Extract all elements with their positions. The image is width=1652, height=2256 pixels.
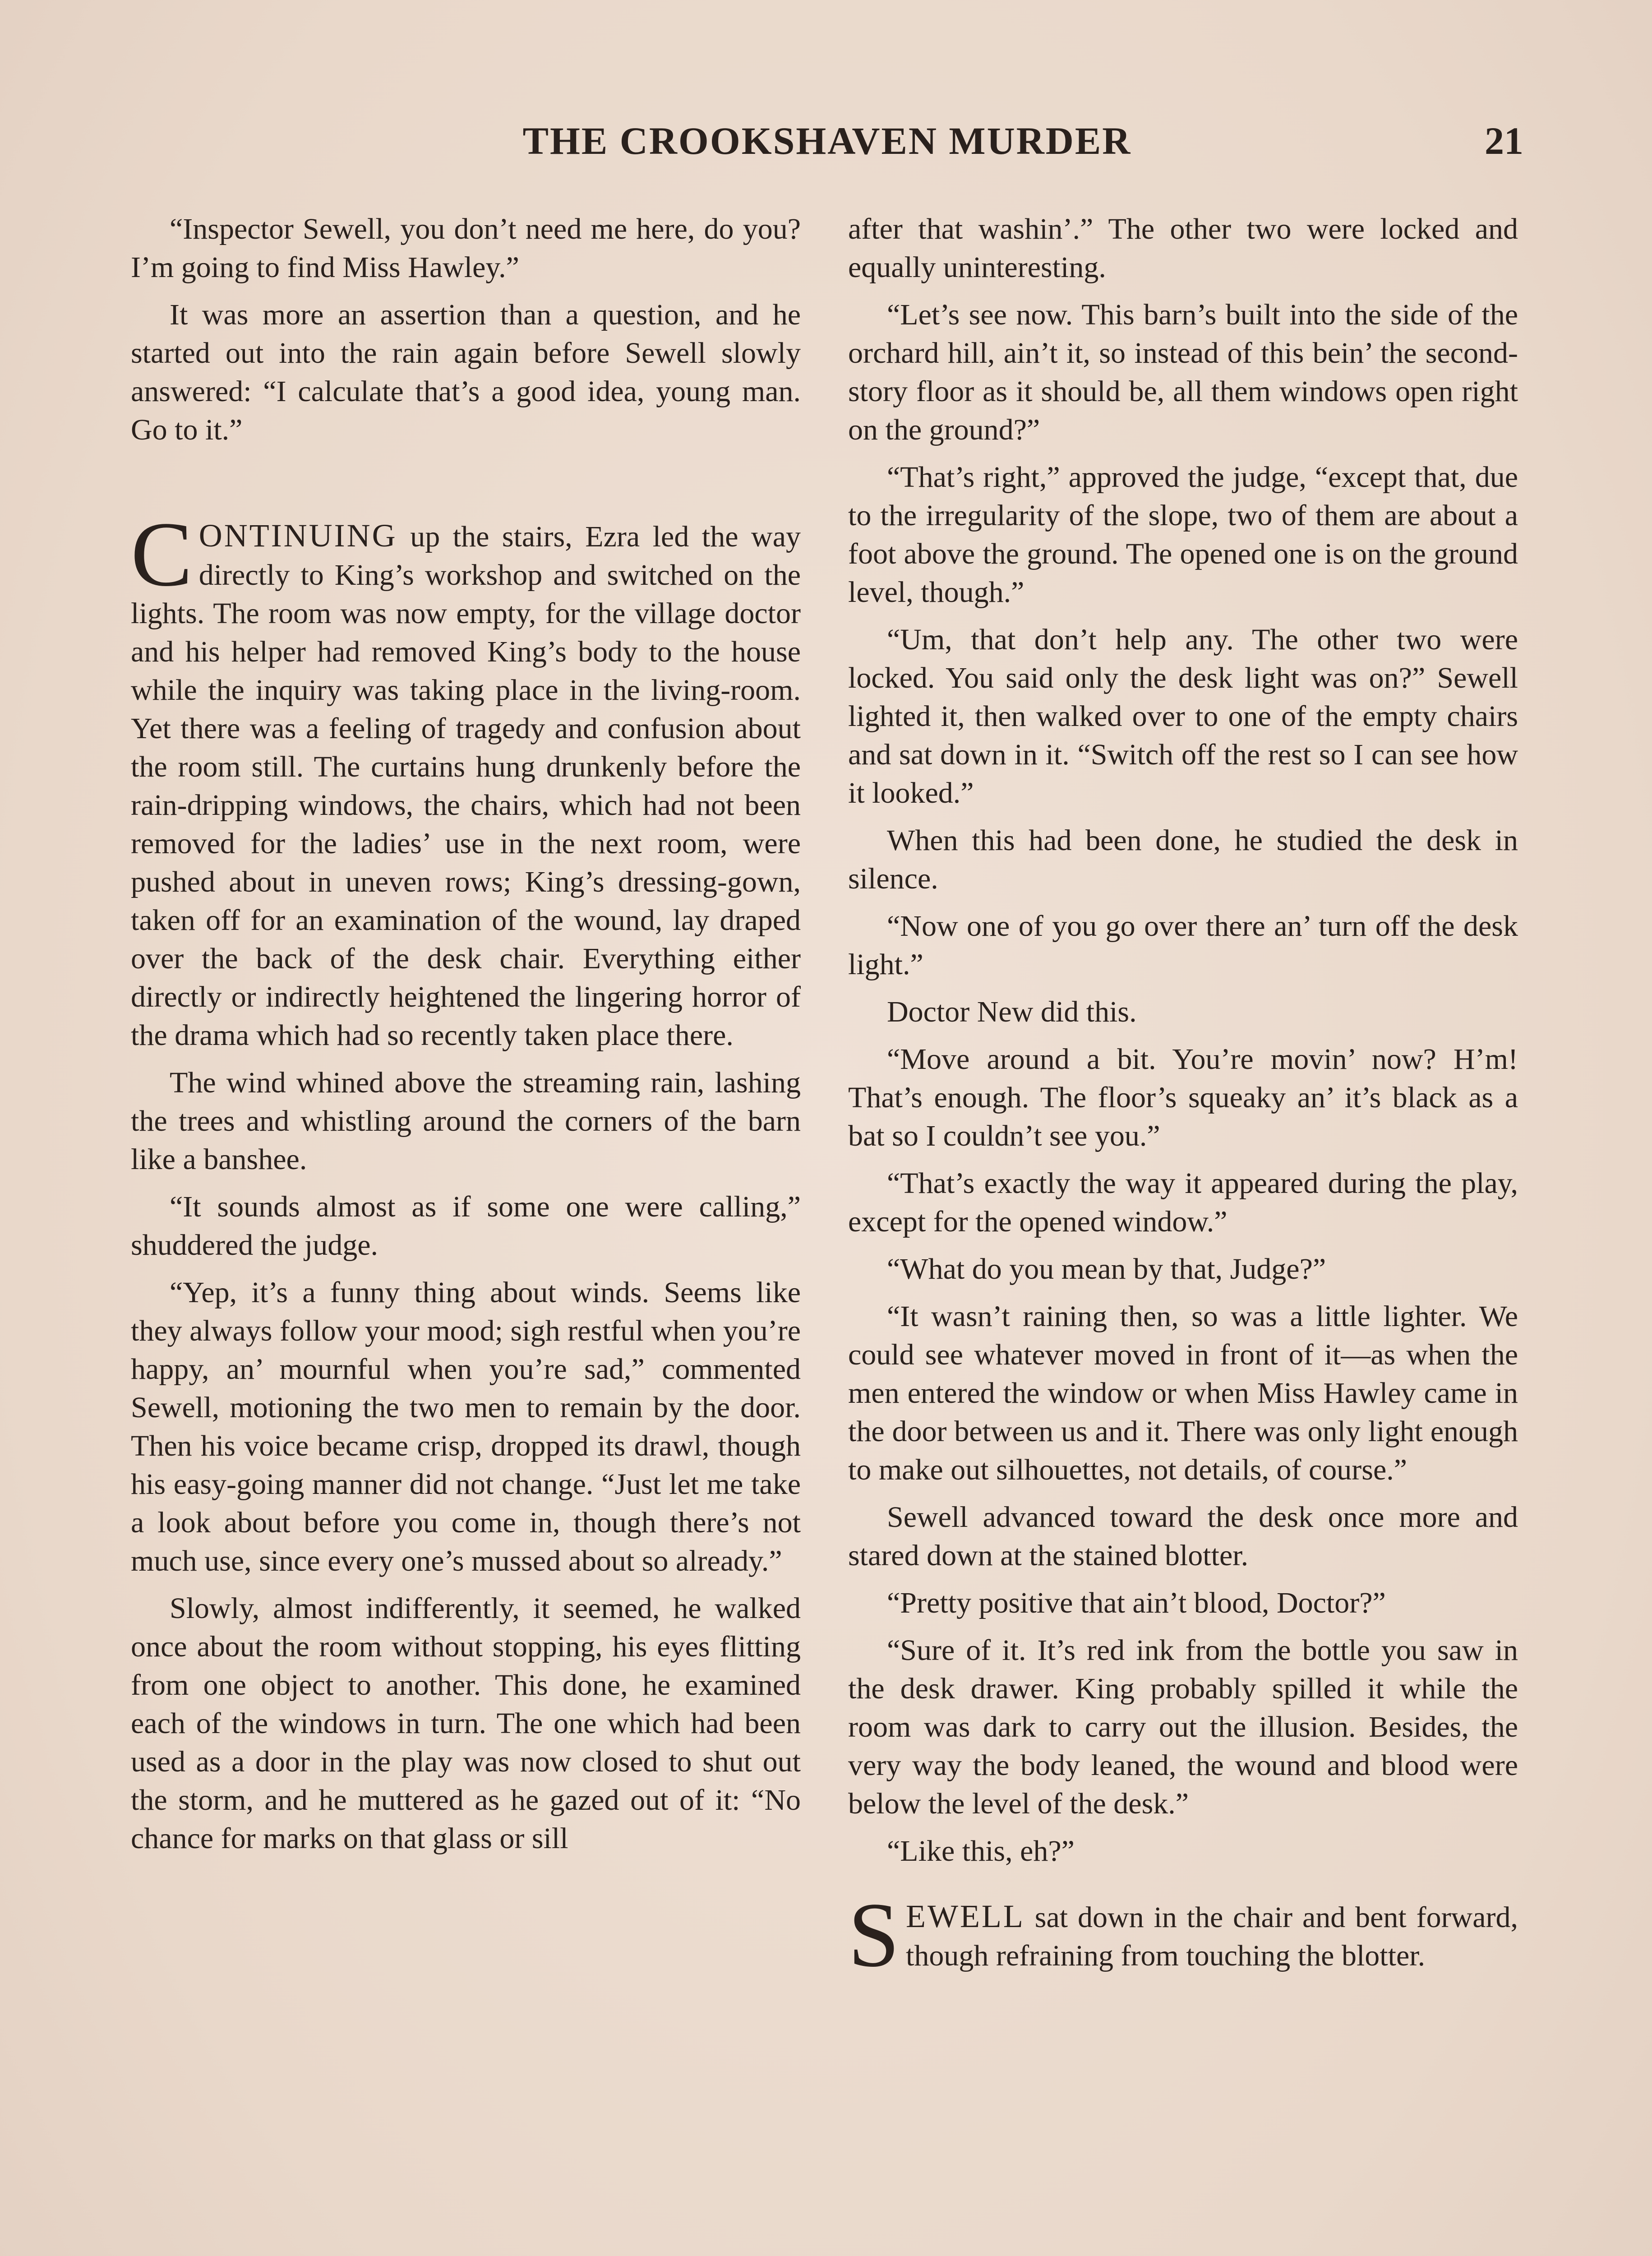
paragraph: “That’s exactly the way it appeared during the play, except for the opened window.” [848, 1167, 1518, 1238]
paragraph: “Yep, it’s a funny thing about winds. Seems like they always follow your mood; sigh restful when you’re happy, an’ mournful when you’re sad,” commented Sewell, motioning the two men to remain by the door. Then his voice became crisp, dropped its drawl, though his easy-going manner did not change. “Just let me take a look about before you come in, though there’s not much use, since every one’s mussed about so already.” [131, 1276, 801, 1577]
page-number: 21 [1485, 119, 1523, 162]
paragraph: “Inspector Sewell, you don’t need me here, do you? I’m going to find Miss Hawley.” [131, 213, 801, 284]
paragraph: “Move around a bit. You’re movin’ now? H’m! That’s enough. The floor’s squeaky an’ it’s black as a bat so I couldn’t see you.” [848, 1043, 1518, 1152]
right-column [848, 210, 1518, 1984]
paragraph: “Now one of you go over there an’ turn off the desk light.” [848, 910, 1518, 981]
paragraph: “Like this, eh?” [887, 1835, 1075, 1868]
paragraph: “It wasn’t raining then, so was a little lighter. We could see whatever moved in front of it—as when the men entered the window or when Miss Hawley came in the door between us and it. There was only light enough to make out silhouettes, not details, of course.” [848, 1300, 1518, 1486]
paragraph: “What do you mean by that, Judge?” [887, 1253, 1326, 1285]
running-head [131, 118, 1523, 168]
paragraph: Slowly, almost indifferently, it seemed, he walked once about the room without stopping, his eyes flitting from one object to another. This done, he examined each of the windows in turn. The one which had been used as a door in the play was now closed to shut out the storm, and he muttered as he gazed out of it: “No chance for marks on that glass or sill [131, 1592, 801, 1855]
small-caps-lead: EWELL [906, 1898, 1025, 1934]
paragraph: “It sounds almost as if some one were calling,” shuddered the judge. [131, 1190, 801, 1262]
paragraph: It was more an assertion than a question, and he started out into the rain again before Sewell slowly answered: “I calculate that’s a good idea, young man. Go to it.” [131, 298, 801, 446]
section-opening-paragraph [848, 1884, 1518, 1986]
paragraph: “Um, that don’t help any. The other two were locked. You said only the desk light was on?” Sewell lighted it, then walked over to one of the empty chairs and sat down in it. “Switch off the rest so I can see how it looked.” [848, 623, 1518, 809]
paragraph: “Let’s see now. This barn’s built into the side of the orchard hill, ain’t it, so instead of this bein’ the second-story floor as it should be, all them windows open right on the ground?” [848, 298, 1518, 446]
paragraph: When this had been done, he studied the desk in silence. [848, 824, 1518, 895]
section-opening-paragraph [131, 503, 801, 1054]
drop-cap: S [848, 1884, 900, 1986]
small-caps-lead: ONTINUING [198, 518, 397, 554]
drop-cap: C [131, 503, 193, 606]
running-title: THE CROOKSHAVEN MURDER [522, 119, 1132, 162]
paragraph-text: sat down in the chair and bent forward, though refraining from touching the blotter. [906, 1901, 1518, 1972]
paragraph: Sewell advanced toward the desk once more and stared down at the stained blotter. [848, 1501, 1518, 1572]
paragraph-text: up the stairs, Ezra led the way directly to King’s workshop and switched on the lights. The room was now empty, for the village doctor and his helper had removed King’s body to the house while the inquiry was taking place in the living-room. Yet there was a feeling of tragedy and confusion about the room still. The curtains hung drunkenly before the rain-dripping windows, the chairs, which had not been removed for the ladies’ use in the next room, were pushed about in uneven rows; King’s dressing-gown, taken off for an examination of the wound, lay draped over the back of the desk chair. Everything either directly or indirectly heightened the lingering horror of the drama which had so recently taken place there. [131, 520, 801, 1052]
left-column [131, 210, 801, 1867]
paragraph: “That’s right,” approved the judge, “except that, due to the irregularity of the slope, two of them are about a foot above the ground. The opened one is on the ground level, though.” [848, 461, 1518, 609]
paragraph: Doctor New did this. [887, 995, 1137, 1028]
paragraph-continued: after that washin’.” The other two were locked and equally uninteresting. [848, 213, 1518, 284]
paragraph: “Pretty positive that ain’t blood, Doctor?” [887, 1586, 1386, 1619]
paragraph: The wind whined above the streaming rain, lashing the trees and whistling around the corners of the barn like a banshee. [131, 1066, 801, 1176]
paragraph: “Sure of it. It’s red ink from the bottle you saw in the desk drawer. King probably spilled it while the room was dark to carry out the illusion. Besides, the very way the body leaned, the wound and blood were below the level of the desk.” [848, 1634, 1518, 1820]
